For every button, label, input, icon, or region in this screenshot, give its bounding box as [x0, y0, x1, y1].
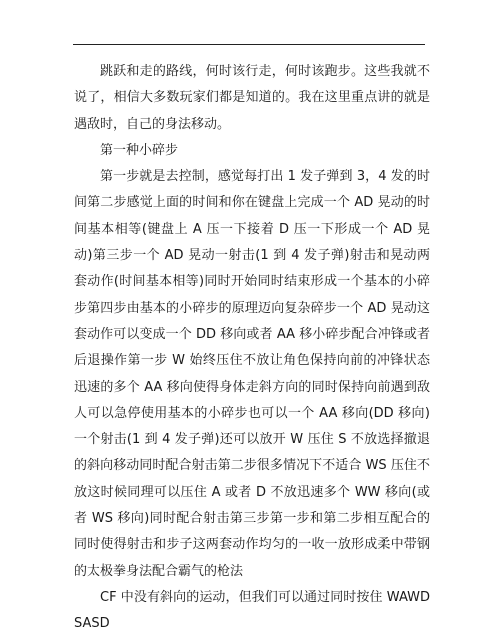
paragraph-steps: 第一步就是去控制，感觉每打出 1 发子弹到 3，4 发的时间第二步感觉上面的时间和你在键盘上完成一个 AD 晃动的时间基本相等(键盘上 A 压一下接着 D 压一下形成一个 AD 晃动)第三步一个 AD 晃动一射击(1 到 4 发子弹)射击和晃动两套动作(时间基本相等)同时开始同时结束形成一个基本的小碎步第四步由基本的小碎步的原理迈向复杂碎步一个 AD 晃动这套动作可以变成一个 DD 移向或者 AA 移小碎步配合冲锋或者后退操作第一步 W 始终压住不放让角色保持向前的冲锋状态迅速的多个 AA 移向使得身体走斜方向的同时保持向前遇到敌人可以急停使用基本的小碎步也可以一个 AA 移向(DD 移向)一个射击(1 到 4 发子弹)还可以放开 W 压住 S 不放选择撤退的斜向移动同时配合射击第二步很多情况下不适合 WS 压住不放这时候同理可以压住 A 或者 D 不放迅速多个 WW 移向(或者 WS 移向)同时配合射击第三步第一步和第二步相互配合的同时使得射击和步子这两套动作均匀的一收一放形成柔中带钢的太极拳身法配合霸气的枪法 [74, 169, 430, 579]
document-body [74, 59, 430, 638]
section-heading: 第一种小碎步 [100, 142, 179, 158]
paragraph-intro: 跳跃和走的路线，何时该行走，何时该跑步。这些我就不说了，相信大多数玩家们都是知道的。我在这里重点讲的就是遇敌时，自己的身法移动。 [74, 64, 430, 132]
paragraph-cf: CF 中没有斜向的运动，但我们可以通过同时按住 WAWDSASD [74, 589, 430, 632]
header-rule [73, 44, 425, 45]
